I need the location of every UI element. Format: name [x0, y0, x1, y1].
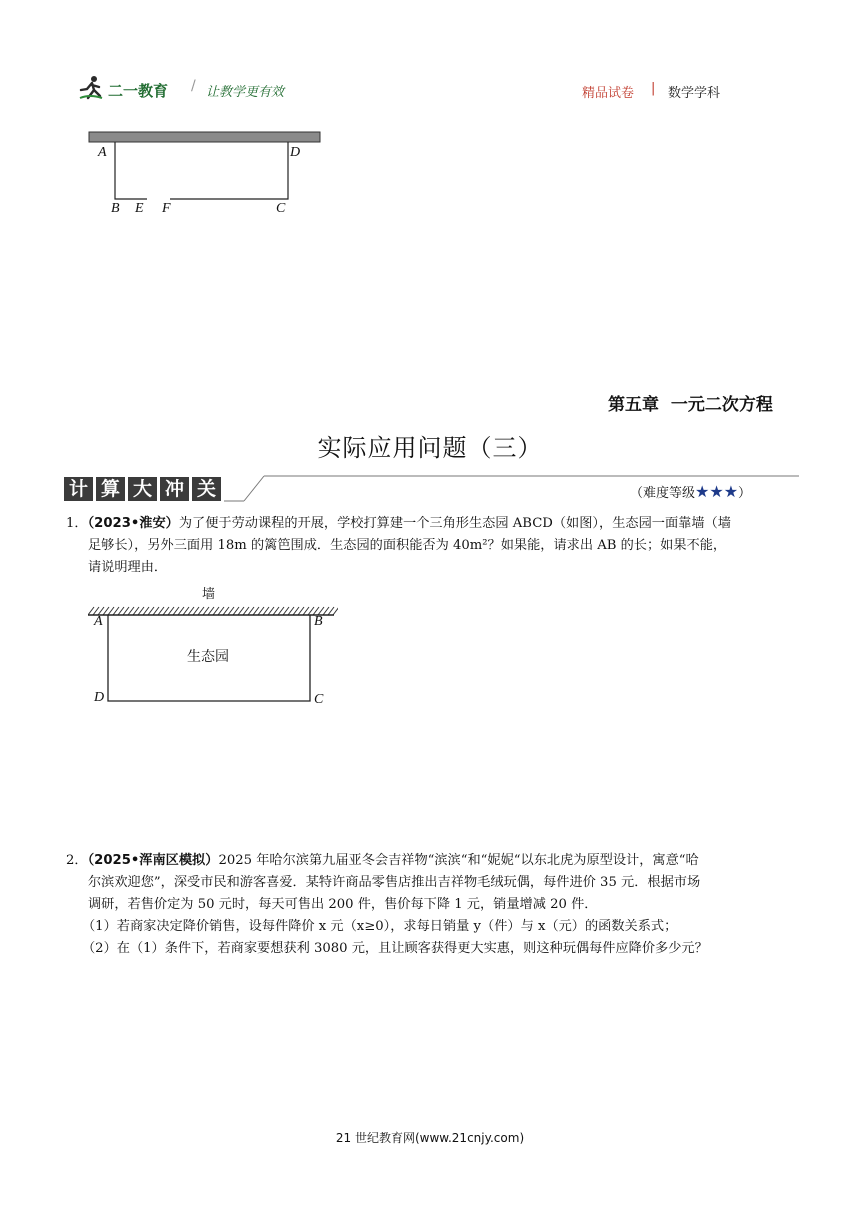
q2-part-1: （1）若商家决定降价销售，设每件降价 x 元（x≥0），求每日销量 y（件）与 x（元）的函数关系式；: [82, 919, 678, 934]
label-B-q1: B: [314, 614, 323, 629]
label-C-top: C: [276, 201, 286, 216]
q1-number: 1．: [66, 516, 88, 531]
label-E-top: E: [135, 201, 144, 216]
fence-diagram-top: [85, 128, 325, 220]
label-F-top: F: [162, 201, 171, 216]
eco-garden-diagram: [88, 583, 348, 713]
hatch-stroke: [278, 607, 284, 615]
hatch-stroke: [268, 607, 274, 615]
hatch-stroke: [163, 607, 169, 615]
q2-line-1: [66, 850, 806, 872]
runner-logo-icon: [78, 74, 106, 102]
hatch-stroke: [158, 607, 164, 615]
q2-source: （2025•浑南区模拟）: [87, 853, 219, 868]
q2-number: 2．: [66, 853, 88, 868]
question-1: [66, 513, 806, 579]
hatch-stroke: [143, 607, 149, 615]
banner-char: 计: [64, 477, 93, 501]
hatch-stroke: [273, 607, 279, 615]
hatch-stroke: [283, 607, 289, 615]
label-A-top: A: [98, 145, 107, 160]
difficulty-prefix: （难度等级: [630, 486, 696, 501]
hatch-stroke: [153, 607, 159, 615]
header-label-subject: 数学学科: [668, 86, 721, 101]
hatch-stroke: [298, 607, 304, 615]
hatch-stroke: [203, 607, 209, 615]
area-label: 生态园: [187, 649, 229, 665]
banner-char: 大: [128, 477, 157, 501]
header-divider: /: [191, 78, 196, 94]
slogan: 让教学更有效: [206, 85, 285, 100]
hatch-stroke: [193, 607, 199, 615]
hatch-stroke: [213, 607, 219, 615]
q1-line-1: [66, 513, 806, 535]
hatch-stroke: [173, 607, 179, 615]
q2-line-2: 尔滨欢迎您”，深受市民和游客喜爱．某特许商品零售店推出吉祥物毛绒玩偶，每件进价 35 元．根据市场: [88, 875, 701, 890]
hatch-stroke: [103, 607, 109, 615]
hatch-stroke: [113, 607, 119, 615]
header-separator: |: [651, 81, 656, 96]
hatch-stroke: [228, 607, 234, 615]
label-A-q1: A: [94, 614, 103, 629]
hatch-stroke: [223, 607, 229, 615]
hatch-stroke: [303, 607, 309, 615]
header-label-premium: 精品试卷: [582, 86, 635, 101]
hatch-stroke: [123, 607, 129, 615]
page-header: [78, 74, 778, 104]
hatch-stroke: [333, 607, 338, 615]
hatch-stroke: [118, 607, 124, 615]
label-C-q1: C: [314, 692, 324, 707]
question-2: [66, 850, 806, 960]
label-B-top: B: [111, 201, 120, 216]
hatch-stroke: [263, 607, 269, 615]
hatch-stroke: [288, 607, 294, 615]
hatch-stroke: [133, 607, 139, 615]
hatch-stroke: [243, 607, 249, 615]
difficulty-suffix: ）: [738, 486, 752, 501]
hatch-stroke: [188, 607, 194, 615]
hatch-stroke: [148, 607, 154, 615]
difficulty-stars: ★★★: [695, 482, 739, 501]
banner-char: 关: [192, 477, 221, 501]
banner-char: 算: [96, 477, 125, 501]
page-title: 实际应用问题（三）: [317, 434, 543, 462]
banner-char: 冲: [160, 477, 189, 501]
wall-label: 墙: [202, 587, 216, 602]
hatch-stroke: [208, 607, 214, 615]
hatch-stroke: [183, 607, 189, 615]
hatch-stroke: [198, 607, 204, 615]
hatch-stroke: [248, 607, 254, 615]
q1-source: （2023•淮安）: [87, 516, 179, 531]
hatch-stroke: [328, 607, 334, 615]
label-D-top: D: [290, 145, 301, 160]
q1-line-2: 足够长），另外三面用 18m 的篱笆围成．生态园的面积能否为 40m²？如果能，请求出 AB 的长；如果不能，: [88, 538, 727, 553]
q1-line-3: 请说明理由．: [88, 560, 168, 575]
hatch-stroke: [108, 607, 114, 615]
hatch-stroke: [178, 607, 184, 615]
logo-text: 二一教育: [108, 82, 169, 100]
hatch-stroke: [323, 607, 329, 615]
hatch-stroke: [168, 607, 174, 615]
difficulty-rating: [630, 482, 751, 501]
hatch-stroke: [128, 607, 134, 615]
hatch-stroke: [218, 607, 224, 615]
chapter-title: 第五章 一元二次方程: [608, 395, 773, 415]
hatch-stroke: [253, 607, 259, 615]
hatch-stroke: [233, 607, 239, 615]
label-D-q1: D: [94, 690, 105, 705]
hatch-stroke: [258, 607, 264, 615]
hatch-stroke: [293, 607, 299, 615]
banner-chars: [64, 477, 224, 501]
q2-text-1: 2025 年哈尔滨第九届亚冬会吉祥物“滨滨“和“妮妮“以东北虎为原型设计，寓意“哈: [218, 853, 699, 868]
q2-part-2: （2）在（1）条件下，若商家要想获利 3080 元，且让顾客获得更大实惠，则这种玩偶每件应降价多少元？: [82, 941, 708, 956]
section-banner: [64, 475, 804, 505]
hatch-stroke: [238, 607, 244, 615]
q1-text-1: 为了便于劳动课程的开展，学校打算建一个三角形生态园 ABCD（如图），生态园一面靠墙（墙: [178, 516, 731, 531]
q2-line-3: 调研，若售价定为 50 元时，每天可售出 200 件，售价每下降 1 元，销量增减 20 件．: [88, 897, 598, 912]
hatch-stroke: [138, 607, 144, 615]
page-footer: 21 世纪教育网(www.21cnjy.com): [335, 1131, 525, 1145]
